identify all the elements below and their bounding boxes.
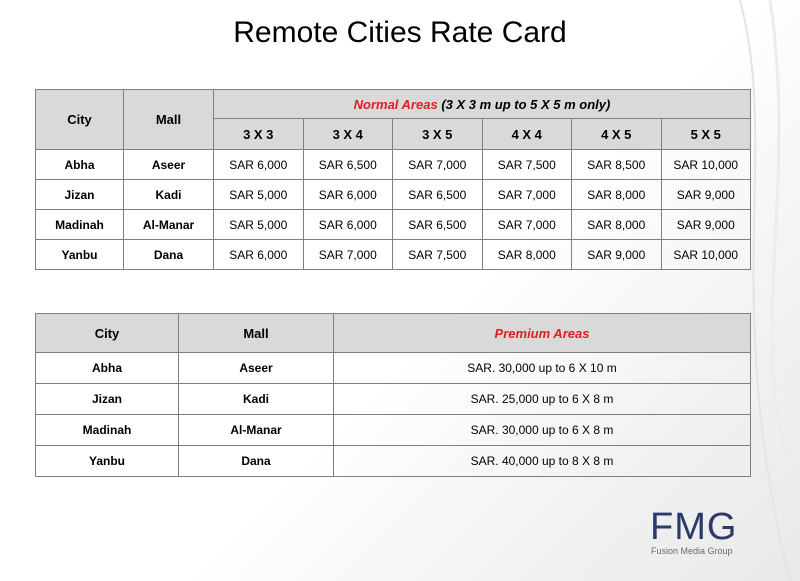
price-cell: SAR 9,000 xyxy=(661,210,751,240)
size-header: 4 X 5 xyxy=(572,119,662,150)
price-cell: SAR 7,000 xyxy=(303,240,393,270)
normal-areas-header xyxy=(214,90,751,119)
price-cell: SAR 6,000 xyxy=(214,150,304,180)
premium-areas-label: Premium Areas xyxy=(494,325,590,341)
mall-cell: Al-Manar xyxy=(124,210,214,240)
city-cell: Jizan xyxy=(36,384,179,415)
price-cell: SAR 7,000 xyxy=(393,150,483,180)
price-cell: SAR 6,500 xyxy=(393,180,483,210)
logo-company-name: Fusion Media Group xyxy=(651,546,733,556)
price-cell: SAR. 40,000 up to 8 X 8 m xyxy=(334,446,751,477)
city-cell: Abha xyxy=(36,353,179,384)
table-row xyxy=(36,446,751,477)
city-header: City xyxy=(36,314,179,353)
premium-areas-table xyxy=(35,313,751,477)
city-cell: Jizan xyxy=(36,180,124,210)
background-curves xyxy=(680,0,800,581)
price-cell: SAR 7,500 xyxy=(393,240,483,270)
price-cell: SAR 6,000 xyxy=(303,210,393,240)
fmg-logo: FMG xyxy=(650,506,738,548)
mall-header: Mall xyxy=(124,90,214,150)
price-cell: SAR 5,000 xyxy=(214,210,304,240)
normal-areas-table xyxy=(35,89,751,270)
mall-cell: Dana xyxy=(179,446,334,477)
price-cell: SAR 8,000 xyxy=(572,180,662,210)
premium-areas-header xyxy=(334,314,751,353)
size-header: 3 X 5 xyxy=(393,119,483,150)
city-cell: Abha xyxy=(36,150,124,180)
size-header: 3 X 3 xyxy=(214,119,304,150)
price-cell: SAR. 25,000 up to 6 X 8 m xyxy=(334,384,751,415)
table-row xyxy=(36,384,751,415)
size-header: 3 X 4 xyxy=(303,119,393,150)
table-row xyxy=(36,150,751,180)
price-cell: SAR 10,000 xyxy=(661,240,751,270)
mall-header: Mall xyxy=(179,314,334,353)
city-cell: Madinah xyxy=(36,415,179,446)
price-cell: SAR 8,500 xyxy=(572,150,662,180)
city-cell: Yanbu xyxy=(36,240,124,270)
table-row xyxy=(36,415,751,446)
price-cell: SAR 6,000 xyxy=(303,180,393,210)
price-cell: SAR 7,500 xyxy=(482,150,572,180)
city-header: City xyxy=(36,90,124,150)
table-row xyxy=(36,210,751,240)
mall-cell: Kadi xyxy=(124,180,214,210)
mall-cell: Al-Manar xyxy=(179,415,334,446)
table-row xyxy=(36,180,751,210)
normal-areas-note: (3 X 3 m up to 5 X 5 m only) xyxy=(441,96,611,112)
price-cell: SAR 6,500 xyxy=(303,150,393,180)
price-cell: SAR 10,000 xyxy=(661,150,751,180)
price-cell: SAR 9,000 xyxy=(661,180,751,210)
mall-cell: Kadi xyxy=(179,384,334,415)
table-row xyxy=(36,353,751,384)
price-cell: SAR. 30,000 up to 6 X 10 m xyxy=(334,353,751,384)
price-cell: SAR 8,000 xyxy=(572,210,662,240)
price-cell: SAR 6,500 xyxy=(393,210,483,240)
price-cell: SAR 6,000 xyxy=(214,240,304,270)
price-cell: SAR 5,000 xyxy=(214,180,304,210)
city-cell: Madinah xyxy=(36,210,124,240)
city-cell: Yanbu xyxy=(36,446,179,477)
price-cell: SAR 9,000 xyxy=(572,240,662,270)
price-cell: SAR 7,000 xyxy=(482,210,572,240)
size-header: 5 X 5 xyxy=(661,119,751,150)
size-header: 4 X 4 xyxy=(482,119,572,150)
price-cell: SAR 8,000 xyxy=(482,240,572,270)
price-cell: SAR. 30,000 up to 6 X 8 m xyxy=(334,415,751,446)
mall-cell: Aseer xyxy=(179,353,334,384)
mall-cell: Dana xyxy=(124,240,214,270)
mall-cell: Aseer xyxy=(124,150,214,180)
table-row xyxy=(36,240,751,270)
page-title: Remote Cities Rate Card xyxy=(233,16,567,49)
price-cell: SAR 7,000 xyxy=(482,180,572,210)
normal-areas-label: Normal Areas xyxy=(353,96,438,112)
